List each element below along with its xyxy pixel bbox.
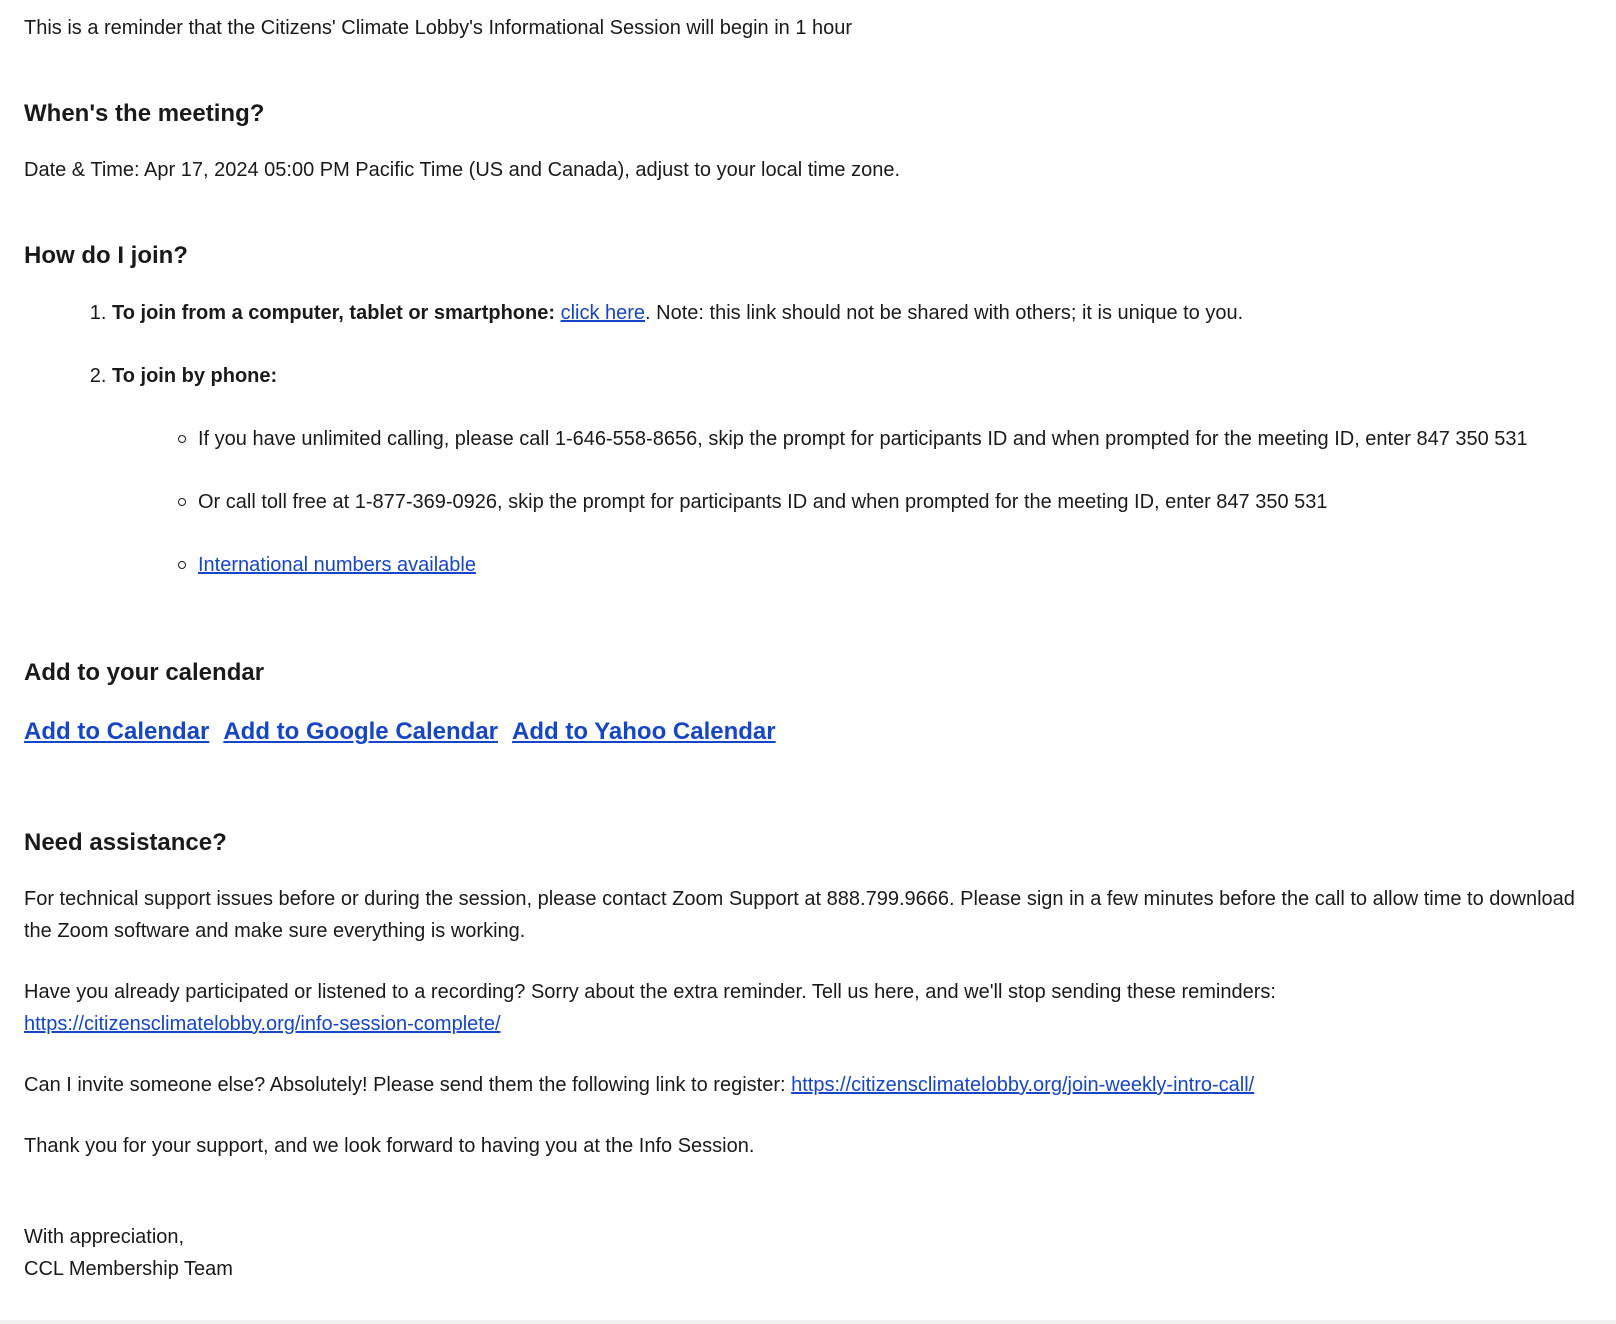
join-phone-item — [112, 360, 1592, 581]
meeting-datetime: Date & Time: Apr 17, 2024 05:00 PM Pacific Time (US and Canada), adjust to your local time zone. — [24, 159, 900, 181]
join-options-list — [24, 297, 1592, 581]
support-text: For technical support issues before or during the session, please contact Zoom Support at 888.799.9666. Please sign in a few minutes before the call to allow time to download the Zoom software and make sure everything is working. — [24, 888, 1575, 942]
toll-free-item — [198, 486, 1592, 518]
calendar-heading: Add to your calendar — [24, 659, 265, 686]
signoff-line1: With appreciation, — [24, 1226, 185, 1248]
join-computer-note: . Note: this link should not be shared with others; it is unique to you. — [645, 302, 1244, 324]
signoff-line2: CCL Membership Team — [24, 1258, 233, 1280]
add-to-calendar-link[interactable]: Add to Calendar — [24, 718, 210, 745]
phone-options-list — [112, 423, 1592, 581]
signoff — [24, 1221, 1592, 1285]
unlimited-calling-text: If you have unlimited calling, please call 1-646-558-8656, skip the prompt for participants ID and when prompted for the meeting ID, enter 847 350 531 — [198, 428, 1528, 450]
intro-text: This is a reminder that the Citizens' Climate Lobby's Informational Session will begin in 1 hour — [24, 17, 853, 39]
assistance-heading: Need assistance? — [24, 829, 227, 856]
info-session-complete-link[interactable]: https://citizensclimatelobby.org/info-session-complete/ — [24, 1013, 501, 1035]
invite-text: Can I invite someone else? Absolutely! Please send them the following link to register: — [24, 1074, 792, 1096]
circle-bullet-icon — [178, 561, 186, 569]
participated-paragraph — [24, 976, 1592, 1040]
unlimited-calling-item — [198, 423, 1592, 455]
join-computer-item — [112, 297, 1592, 329]
international-item — [198, 549, 1592, 581]
join-heading: How do I join? — [24, 242, 188, 269]
circle-bullet-icon — [178, 435, 186, 443]
add-to-yahoo-calendar-link[interactable]: Add to Yahoo Calendar — [512, 718, 776, 745]
thanks-text: Thank you for your support, and we look forward to having you at the Info Session. — [24, 1135, 755, 1157]
click-here-link[interactable]: click here — [560, 302, 646, 324]
join-computer-label: To join from a computer, tablet or smartphone: — [112, 302, 555, 324]
international-numbers-link[interactable]: International numbers available — [198, 554, 476, 576]
calendar-links — [24, 715, 1592, 749]
invite-paragraph — [24, 1069, 1592, 1101]
add-to-google-calendar-link[interactable]: Add to Google Calendar — [223, 718, 499, 745]
participated-text: Have you already participated or listened to a recording? Sorry about the extra reminder. Tell us here, and we'll stop sending these reminders: — [24, 981, 1276, 1003]
bottom-divider — [0, 1320, 1616, 1324]
when-heading: When's the meeting? — [24, 100, 265, 127]
circle-bullet-icon — [178, 498, 186, 506]
toll-free-text: Or call toll free at 1-877-369-0926, skip the prompt for participants ID and when prompted for the meeting ID, enter 847 350 531 — [198, 491, 1328, 513]
register-link[interactable]: https://citizensclimatelobby.org/join-weekly-intro-call/ — [791, 1074, 1255, 1096]
join-phone-label: To join by phone: — [112, 365, 278, 387]
